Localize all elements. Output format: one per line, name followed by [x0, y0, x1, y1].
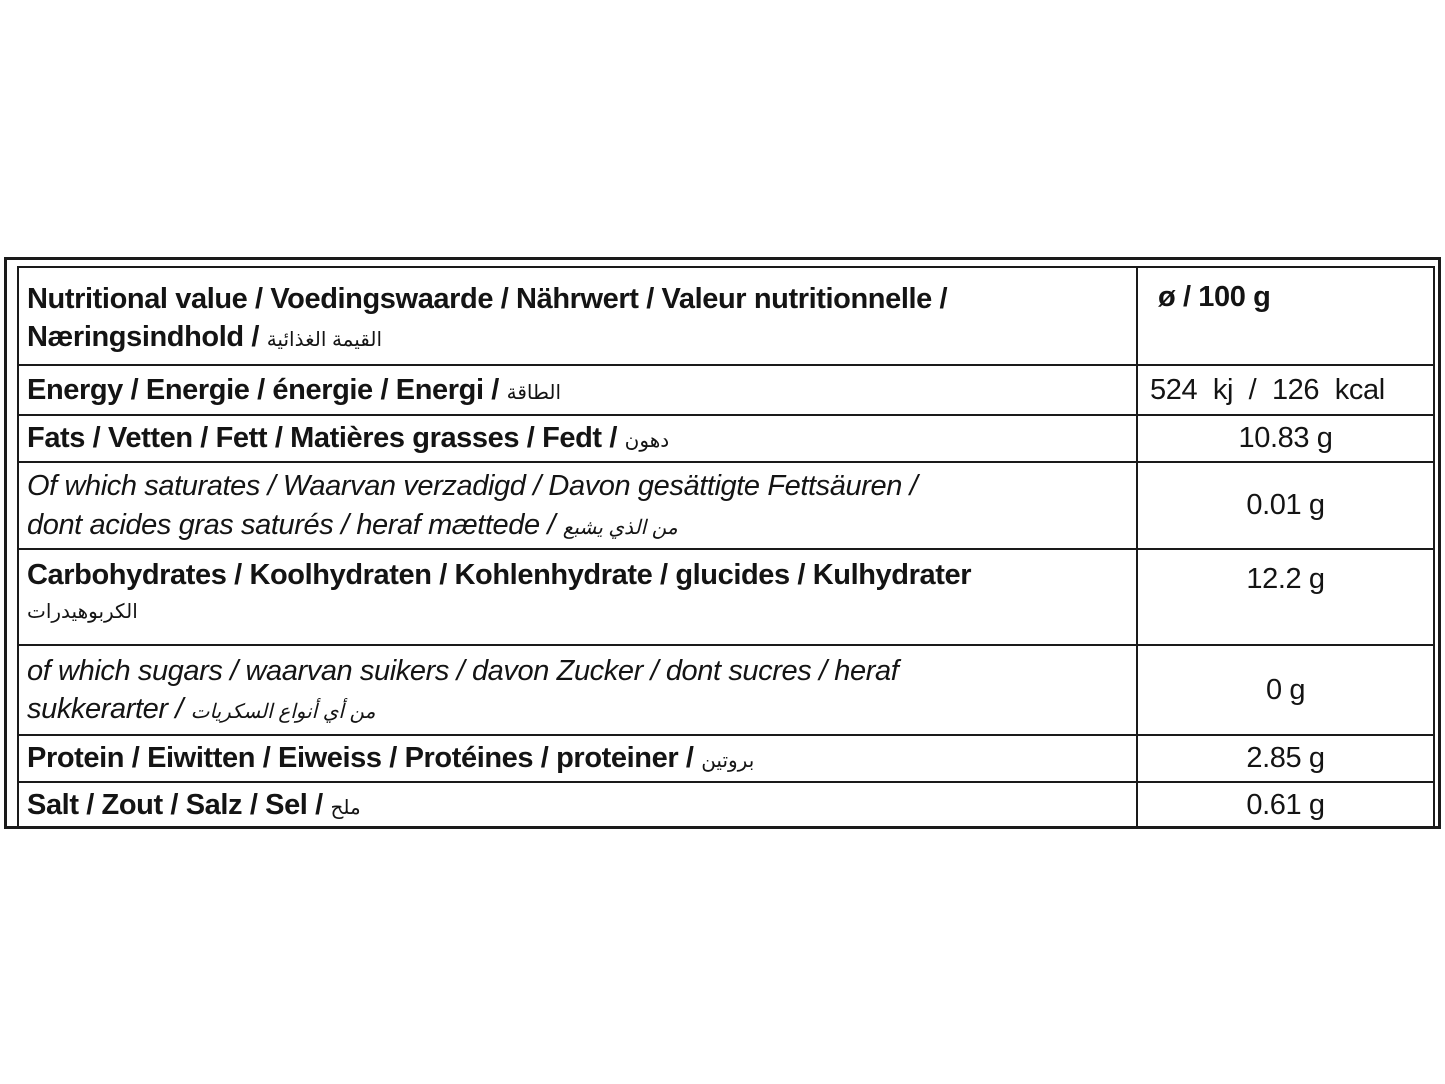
row-label-arabic: من أي أنواع السكريات — [190, 701, 376, 723]
row-value-energy: 524 kj / 126 kcal — [1137, 365, 1434, 415]
row-value-fats: 10.83 g — [1137, 415, 1434, 462]
table-row-salt — [18, 782, 1434, 828]
row-label-line2: dont acides gras saturés / heraf mættede / — [27, 508, 556, 541]
row-label-line2: sukkerarter / — [27, 693, 183, 725]
header-label-cell — [18, 267, 1137, 365]
row-label-protein — [18, 735, 1137, 782]
table-row-fats — [18, 415, 1434, 462]
row-label-line1: of which sugars / waarvan suikers / davon Zucker / dont sucres / heraf — [27, 654, 899, 687]
row-label-energy — [18, 365, 1137, 415]
row-label-arabic: دهون — [624, 430, 670, 453]
row-value-saturates: 0.01 g — [1137, 462, 1434, 549]
row-label-carbohydrates — [18, 549, 1137, 645]
nutrition-table — [17, 266, 1435, 829]
row-label-saturates — [18, 462, 1137, 549]
row-label-line1: Of which saturates / Waarvan verzadigd / Davon gesättigte Fettsäuren / — [27, 470, 918, 503]
row-label-fats — [18, 415, 1137, 462]
table-row-saturates — [18, 462, 1434, 549]
row-label-sugars — [18, 645, 1137, 735]
row-label-line2-wrap — [27, 694, 1128, 724]
row-value-carbohydrates: 12.2 g — [1137, 549, 1434, 645]
header-label-line2 — [27, 322, 1128, 352]
row-label-salt — [18, 782, 1137, 828]
table-row-energy — [18, 365, 1434, 415]
row-label-arabic: الطاقة — [506, 381, 562, 404]
header-label-latin: Næringsindhold / — [27, 321, 260, 354]
row-value-sugars: 0 g — [1137, 645, 1434, 735]
row-label-line1: Carbohydrates / Koolhydraten / Kohlenhydrate / glucides / Kulhydrater — [27, 559, 972, 591]
row-value-protein: 2.85 g — [1137, 735, 1434, 782]
header-value-cell: ø / 100 g — [1137, 267, 1434, 365]
row-label-arabic: الكربوهيدرات — [27, 601, 138, 624]
nutrition-label — [4, 257, 1441, 829]
row-label-line2-wrap — [27, 510, 1128, 540]
header-label-line1: Nutritional value / Voedingswaarde / Nährwert / Valeur nutritionnelle / — [27, 283, 948, 315]
row-label-arabic: بروتين — [701, 750, 755, 773]
row-label-arabic: من الذي يشبع — [562, 516, 678, 539]
table-row-protein — [18, 735, 1434, 782]
table-row-sugars — [18, 645, 1434, 735]
row-value-salt: 0.61 g — [1137, 782, 1434, 828]
row-label-text: Salt / Zout / Salz / Sel / — [27, 788, 323, 821]
row-label-text: Fats / Vetten / Fett / Matières grasses / Fedt / — [27, 422, 617, 455]
row-label-text: Protein / Eiwitten / Eiweiss / Protéines / proteiner / — [27, 742, 694, 775]
table-header-row — [18, 267, 1434, 365]
row-label-text: Energy / Energie / énergie / Energi / — [27, 373, 499, 406]
row-label-arabic: ملح — [330, 796, 361, 819]
header-label-arabic: القيمة الغذائية — [266, 329, 383, 352]
table-row-carbohydrates — [18, 549, 1434, 645]
